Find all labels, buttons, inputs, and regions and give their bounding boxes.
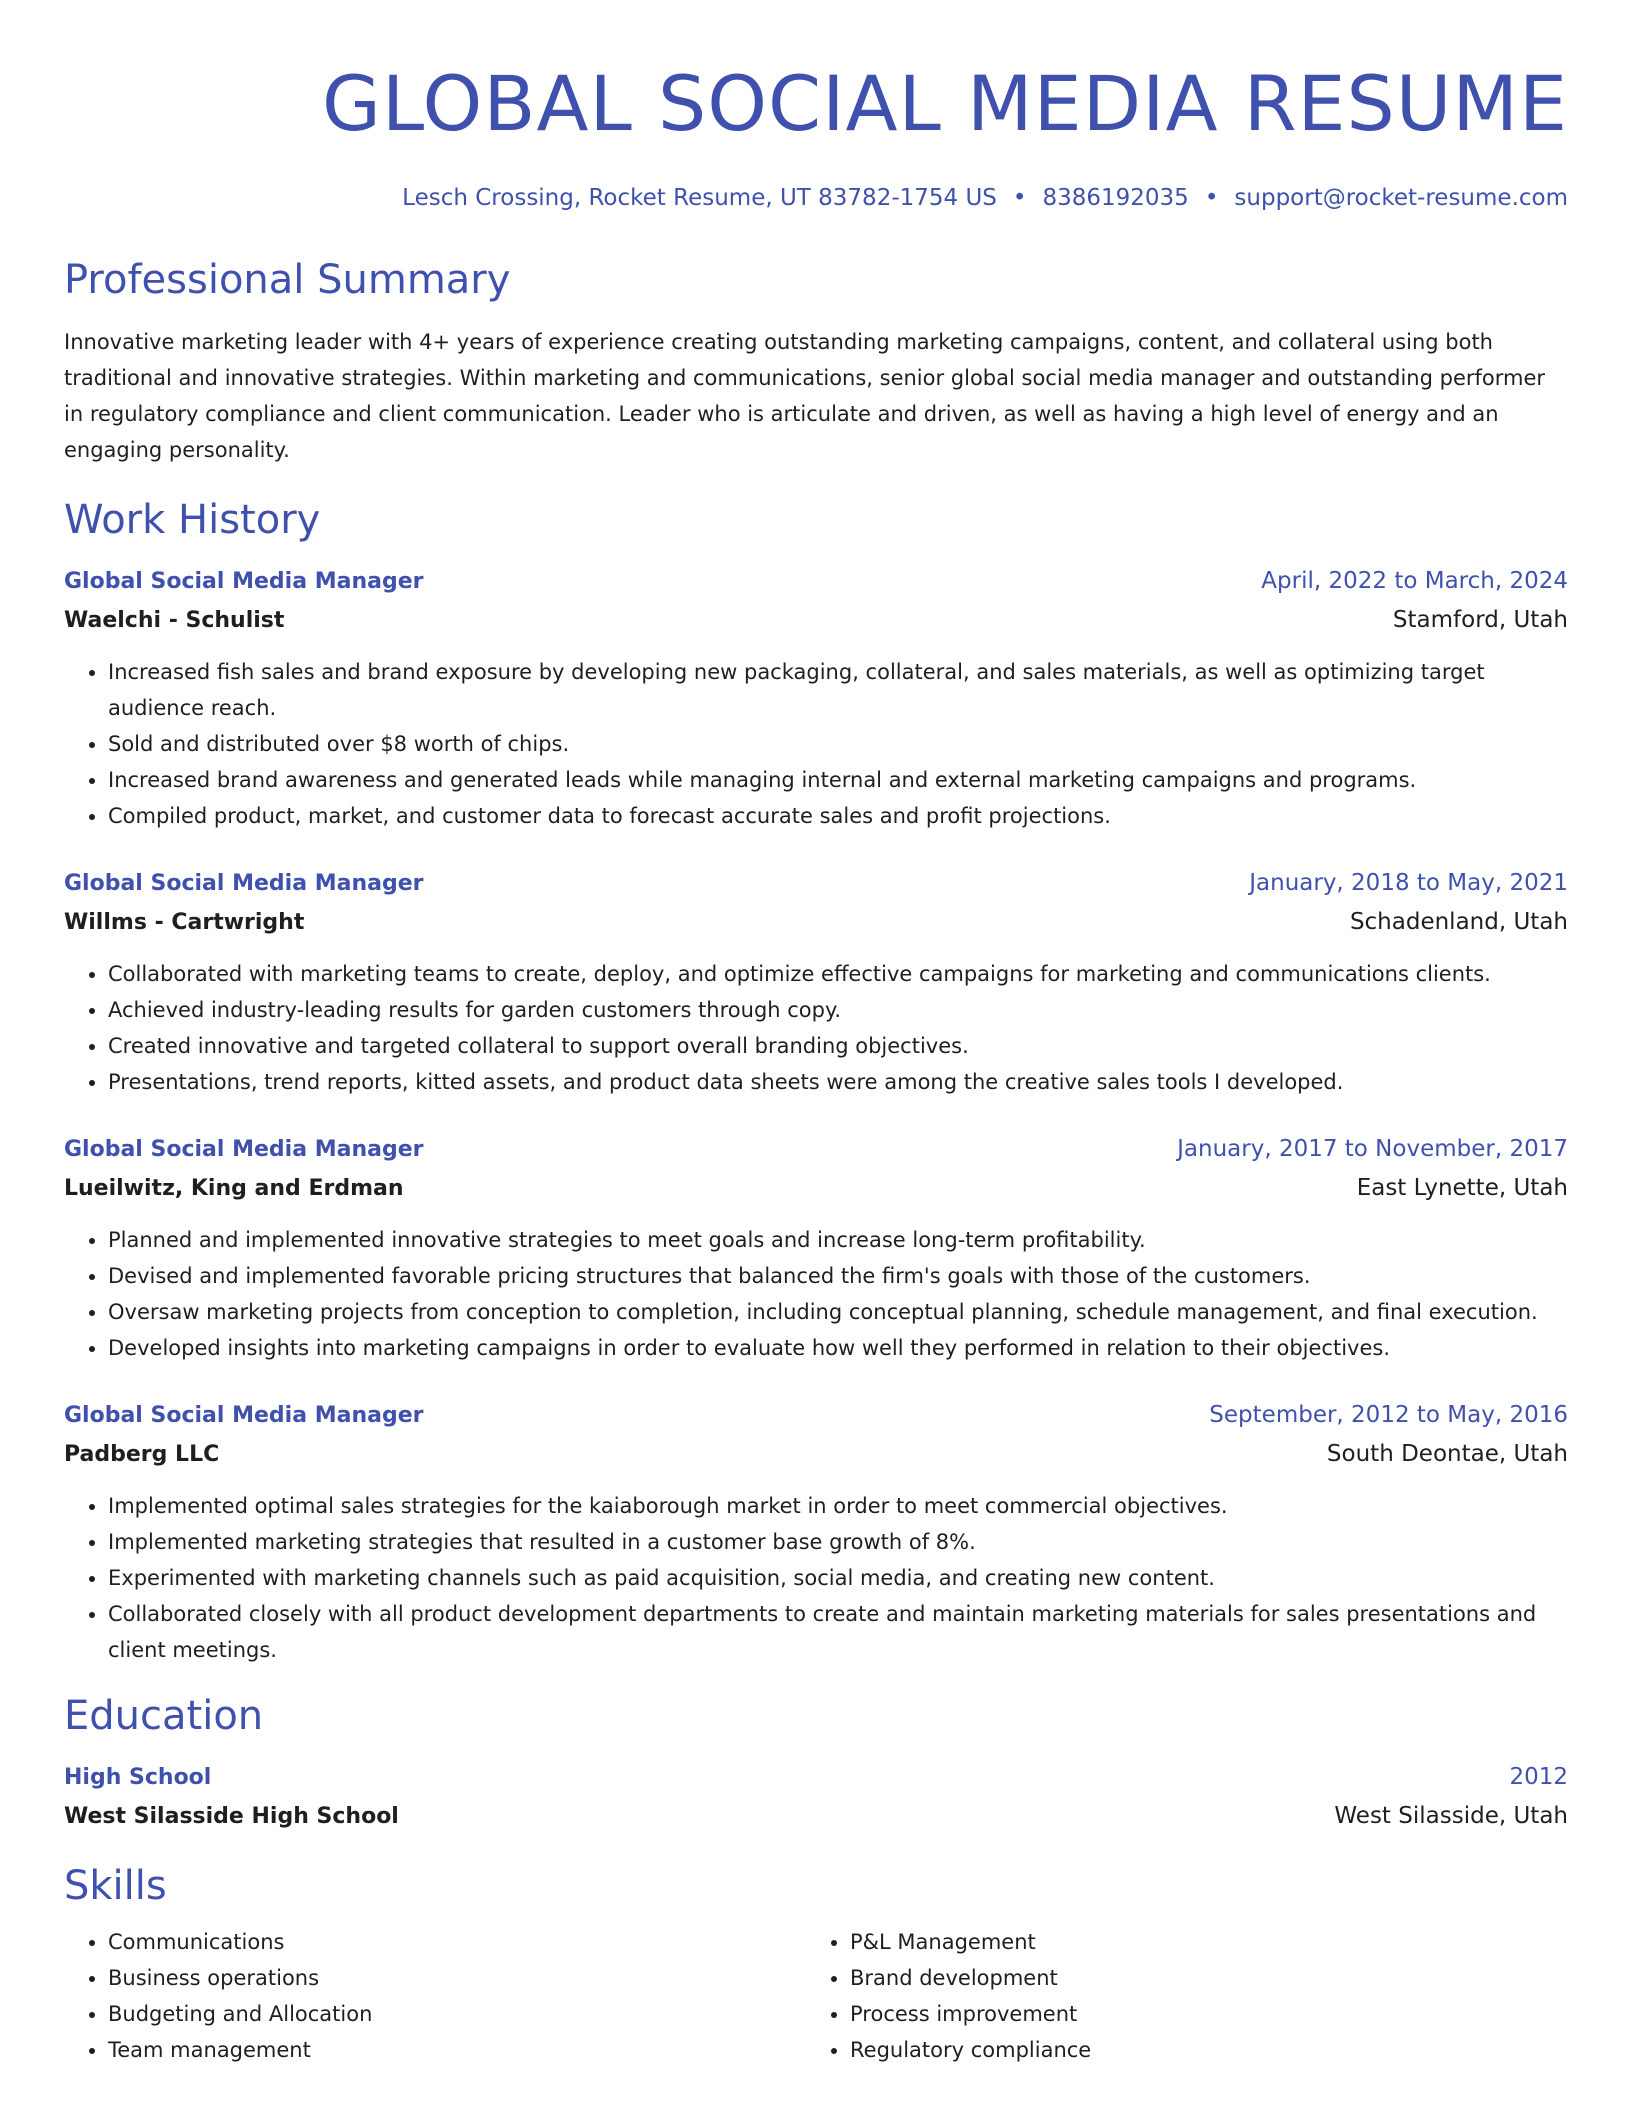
contact-separator: • (1204, 185, 1219, 211)
resume-title: GLOBAL SOCIAL MEDIA RESUME (322, 59, 1568, 148)
job-dates: January, 2018 to May, 2021 (1249, 870, 1568, 896)
job-location: Stamford, Utah (1392, 607, 1568, 633)
job-bullet: • Created innovative and targeted collateral to support overall branding objectives. (108, 1028, 1568, 1064)
skill-item: • Budgeting and Allocation (108, 1996, 806, 2032)
contact-line (64, 182, 1568, 214)
job-bullet: • Compiled product, market, and customer data to forecast accurate sales and profit projections. (108, 798, 1568, 834)
job-bullet: • Sold and distributed over $8 worth of chips. (108, 726, 1568, 762)
skill-item: • Business operations (108, 1960, 806, 1996)
job-dates: September, 2012 to May, 2016 (1209, 1402, 1568, 1428)
company-name: Padberg LLC (64, 1442, 220, 1467)
contact-separator: • (1012, 185, 1027, 211)
company-name: Waelchi - Schulist (64, 608, 285, 633)
skill-item: • Team management (108, 2032, 806, 2068)
job-bullet: • Developed insights into marketing campaigns in order to evaluate how well they performed in relation to their objectives. (108, 1330, 1568, 1366)
skill-item: • Communications (108, 1924, 806, 1960)
job-title: Global Social Media Manager (64, 569, 424, 594)
job-bullets (64, 956, 1568, 1100)
job-entry (64, 562, 1568, 834)
job-bullet: • Increased fish sales and brand exposure by developing new packaging, collateral, and sales materials, as well as optimizing target audience reach. (108, 654, 1568, 726)
job-location: East Lynette, Utah (1356, 1175, 1568, 1201)
job-bullet: • Implemented marketing strategies that resulted in a customer base growth of 8%. (108, 1524, 1568, 1560)
job-bullet: • Collaborated with marketing teams to create, deploy, and optimize effective campaigns for marketing and communications clients. (108, 956, 1568, 992)
job-bullet: • Planned and implemented innovative strategies to meet goals and increase long-term profitability. (108, 1222, 1568, 1258)
job-bullets (64, 654, 1568, 834)
summary-text: Innovative marketing leader with 4+ years of experience creating outstanding marketing campaigns, content, and collateral using both traditional and innovative strategies. Within marketing and communications, senior global social media manager and outstanding performer in regulatory compliance and client communication. Leader who is articulate and driven, as well as having a high level of energy and an engaging personality. (64, 330, 1546, 462)
education-year: 2012 (1509, 1764, 1568, 1790)
skills-column-right (806, 1924, 1548, 2068)
job-title: Global Social Media Manager (64, 1137, 424, 1162)
skills-list (64, 1924, 1568, 2068)
contact-address: Lesch Crossing, Rocket Resume, UT 83782-1754 US (402, 185, 997, 211)
resume-page (64, 0, 1568, 2068)
skill-item: • Brand development (850, 1960, 1548, 1996)
contact-email: support@rocket-resume.com (1234, 185, 1568, 211)
job-bullets (64, 1222, 1568, 1366)
school-location: West Silasside, Utah (1334, 1803, 1568, 1829)
skills-heading: Skills (64, 1863, 167, 1909)
company-name: Lueilwitz, King and Erdman (64, 1176, 404, 1201)
job-entry (64, 1396, 1568, 1668)
job-dates: April, 2022 to March, 2024 (1261, 568, 1568, 594)
job-location: Schadenland, Utah (1349, 909, 1568, 935)
work-history-heading: Work History (64, 497, 321, 543)
job-bullet: • Oversaw marketing projects from conception to completion, including conceptual planning, schedule management, and final execution. (108, 1294, 1568, 1330)
job-bullet: • Achieved industry-leading results for garden customers through copy. (108, 992, 1568, 1028)
job-bullet: • Implemented optimal sales strategies for the kaiaborough market in order to meet commercial objectives. (108, 1488, 1568, 1524)
job-title: Global Social Media Manager (64, 871, 424, 896)
education-heading: Education (64, 1693, 264, 1739)
education-entry (64, 1758, 1568, 1836)
job-bullet: • Experimented with marketing channels such as paid acquisition, social media, and creating new content. (108, 1560, 1568, 1596)
skills-column-left (64, 1924, 806, 2068)
job-bullet: • Increased brand awareness and generated leads while managing internal and external marketing campaigns and programs. (108, 762, 1568, 798)
job-dates: January, 2017 to November, 2017 (1177, 1136, 1568, 1162)
skill-item: • Regulatory compliance (850, 2032, 1548, 2068)
job-entry (64, 1130, 1568, 1366)
skill-item: • Process improvement (850, 1996, 1548, 2032)
job-location: South Deontae, Utah (1326, 1441, 1568, 1467)
job-bullet: • Devised and implemented favorable pricing structures that balanced the firm's goals with those of the customers. (108, 1258, 1568, 1294)
summary-heading: Professional Summary (64, 257, 511, 303)
skill-item: • P&L Management (850, 1924, 1548, 1960)
job-bullet: • Presentations, trend reports, kitted assets, and product data sheets were among the creative sales tools I developed. (108, 1064, 1568, 1100)
job-entry (64, 864, 1568, 1100)
company-name: Willms - Cartwright (64, 910, 305, 935)
school-name: West Silasside High School (64, 1804, 399, 1829)
education-degree: High School (64, 1765, 212, 1790)
job-bullet: • Collaborated closely with all product development departments to create and maintain marketing materials for sales presentations and client meetings. (108, 1596, 1568, 1668)
job-title: Global Social Media Manager (64, 1403, 424, 1428)
contact-phone: 8386192035 (1042, 185, 1189, 211)
job-bullets (64, 1488, 1568, 1668)
